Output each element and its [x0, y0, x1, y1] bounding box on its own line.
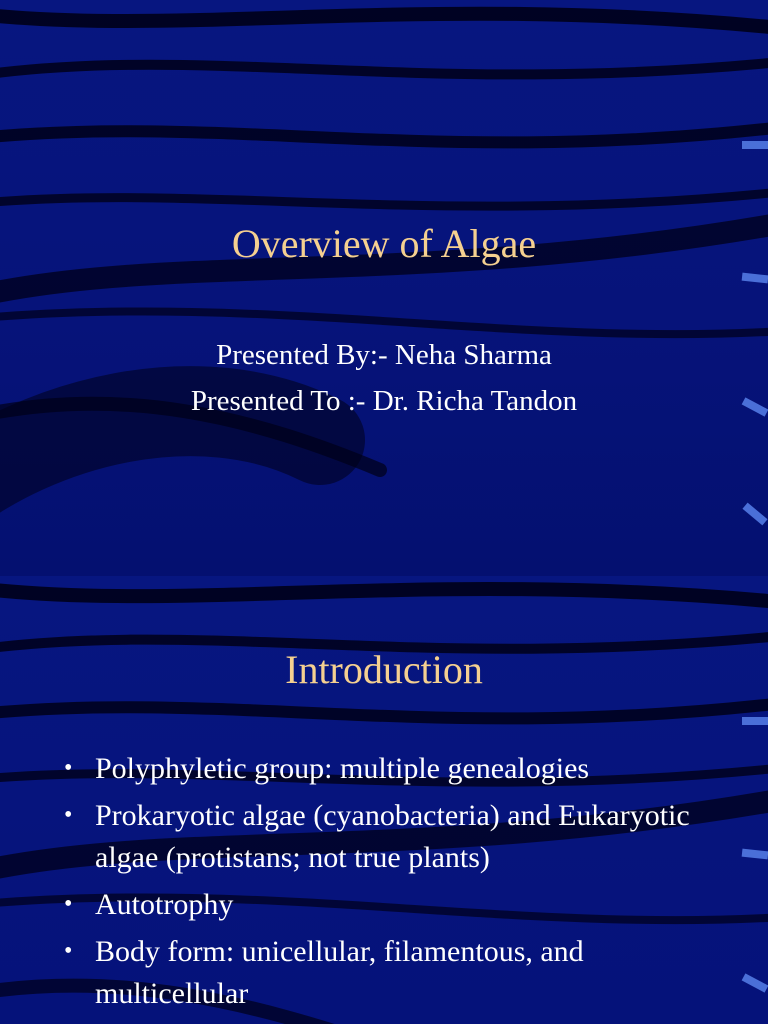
- presented-to-line: Presented To :- Dr. Richa Tandon: [190, 385, 578, 417]
- bullet-icon: •: [64, 938, 73, 964]
- bullet-text: Prokaryotic algae (cyanobacteria) and Eukaryotic algae (protistans; not true plants): [95, 799, 690, 874]
- presenter-line: Presented By:- Neha Sharma: [216, 339, 552, 371]
- slide-title-heading: Introduction: [285, 647, 483, 692]
- bullet-icon: •: [64, 755, 73, 781]
- list-item: [64, 748, 704, 790]
- list-item: [64, 795, 704, 879]
- list-item: [64, 931, 704, 1015]
- slide-title-heading: Overview of Algae: [231, 221, 537, 266]
- list-item: [64, 884, 704, 926]
- bullet-icon: •: [64, 802, 73, 828]
- bullet-text: Body form: unicellular, filamentous, and multicellular: [95, 935, 584, 1010]
- bullet-text: Polyphyletic group: multiple genealogies: [95, 752, 590, 785]
- slide-introduction: [0, 576, 768, 1024]
- bullet-list: [64, 748, 704, 1020]
- bullet-icon: •: [64, 891, 73, 917]
- bullet-text: Autotrophy: [95, 888, 234, 921]
